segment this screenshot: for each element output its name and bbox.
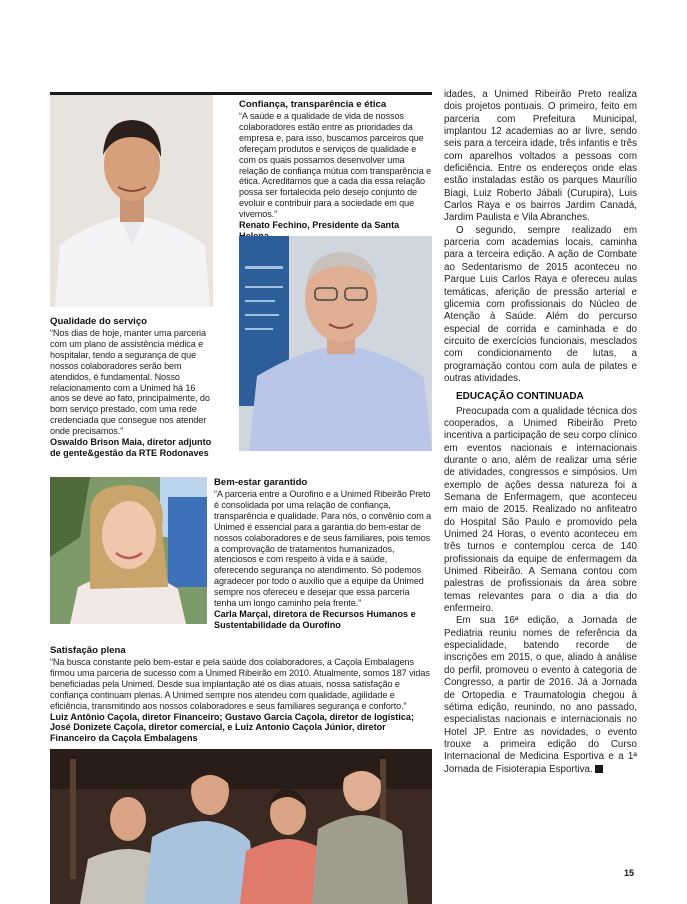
article-quote: “A parceria entre a Ourofino e a Unimed Ribeirão Preto é consolidada por uma relação de confiança, transparência e qualidade. Para nós, o convênio com a Unimed é essencial para a garantia do bem-estar de nossos colaboradores e de seus familiares, pois temos a comprovação de tratamentos humanizados, atenciosos e com respeito à vida e à saúde, oferecendo segurança no atendimento. Só podemos agradecer por todo o auxílio que a equipe da Unimed sempre nos ofereceu e desejar que essa parceria tenha um longo caminho pela frente.” [214, 489, 432, 609]
body-paragraph [444, 615, 637, 775]
article-signature: Renato Fechino, Presidente da Santa [239, 220, 400, 231]
section-title: EDUCAÇÃO CONTINUADA [456, 391, 584, 403]
body-paragraph: Preocupada com a qualidade técnica dos cooperados, a Unimed Ribeirão Preto incentiva a participação de seu corpo clínico em eventos nacionais e internacionais durante o ano, além de realizar uma série de atividades, congressos e simpósios. Um exemplo de ações dessa natureza foi a Semana de Enfermagem, que aconteceu em maio de 2015. Realizado no anfiteatro do Hospital São Paulo e promovido pela Unimed 24 Horas, o evento aconteceu em três turnos e contemplou cerca de 140 profissionais da equipe de enfermagem da Unimed Ribeirão. A Semana contou com palestras de profissionais da área sobre temas relevantes para o dia a dia do enfermeiro. [444, 405, 637, 615]
article-confianca [239, 99, 432, 242]
portrait-photo-oswaldo [50, 95, 213, 307]
article-satisfacao [50, 645, 432, 744]
portrait-photo-renato [239, 236, 432, 451]
article-heading: Confiança, transparência e ética [239, 99, 387, 110]
article-heading: Satisfação plena [50, 645, 126, 656]
article-qualidade [50, 316, 216, 459]
page-number: 15 [624, 868, 635, 878]
right-column-text [444, 89, 637, 776]
body-paragraph-text: Em sua 16ª edição, a Jornada de Pediatria reuniu nomes de referência da especialidade, batendo recorde de inscrições em 2015, o que, aliado à análise do perfil, promoveu o evento à categoria de Congresso, a partir de 2016. Já a Jornada de Ortopedia e Traumatologia chegou à sétima edição, reunindo, no ano passado, especialistas nacionais e internacionais no Hotel JP. Entre as novidades, o evento trouxe a primeira edição do Curso Internacional de Medicina Esportiva e a 1ª Jornada de Fisioterapia Esportiva. [444, 615, 637, 775]
article-signature: Oswaldo Brison Maia, diretor adjunto de gente&gestão da RTE Rodonaves [50, 437, 212, 458]
end-mark-icon [595, 765, 603, 773]
article-quote: “Na busca constante pelo bem-estar e pela saúde dos colaboradores, a Caçola Embalagens firmou uma parceria de sucesso com a Unimed Ribeirão em 2010. Atualmente, somos 187 vidas beneficiadas pela Unimed. Desde sua implantação até os dias atuais, nossa satisfação e confiança continuam plenas. A Unimed sempre nos atendeu com qualidade, agilidade e eficiência, transmitindo aos nossos colaboradores e seus familiares segurança e conforto.” [50, 657, 430, 711]
article-signature: Luiz Antônio Caçola, diretor Financeiro; Gustavo Garcia Caçola, diretor de logística; José Donizete Caçola, diretor comercial, e Luiz Antonio Caçola Júnior, diretor Financeiro da Caçola Embalagens [50, 711, 414, 744]
article-heading: Qualidade do serviço [50, 316, 148, 327]
article-bem-estar [214, 477, 432, 631]
body-paragraph: O segundo, sempre realizado em parceria com academias locais, caminha para a terceira edição. A ação de Combate ao Sedentarismo de 2015 aconteceu no Parque Luis Carlos Raya e ofereceu aulas temáticas, aferição de pressão arterial e glicemia com profissionais do Núcleo de Atenção à Saúde. Além do percurso especial de corrida e caminhada e do circuito de exercícios funcionais, mesclados com condicionamento de lutas, a programação contou com aula de pilates e outras atividades. [444, 224, 637, 384]
group-photo-cacola [50, 749, 432, 904]
portrait-photo-carla [50, 477, 207, 624]
body-paragraph: idades, a Unimed Ribeirão Preto realiza dois projetos pontuais. O primeiro, feito em parceria com Prefeitura Municipal, implantou 12 academias ao ar livre, sendo seis para a terceira idade, três infantis e três com aparelhos voltados a pessoas com deficiência. Entre os endereços onde elas estão instaladas estão os parques Maurílio Biagi, Luiz Roberto Jábali (Curupira), Luis Carlos Raya e os bairros Jardim Canadá, Jardim Paulista e Vila Abranches. [444, 89, 637, 224]
article-heading: Bem-estar garantido [214, 477, 308, 488]
article-quote: “Nos dias de hoje, manter uma parceria com um plano de assistência médica e hospitalar, tendo a segurança de que nossos colaboradores serão bem atendidos, é fundamental. Nosso relacionamento com a Unimed há 16 anos se deve ao fato, principalmente, do bom serviço prestado, com uma rede credenciada que consegue nos atender onde precisamos.” [50, 328, 210, 437]
article-signature: Carla Marçal, diretora de Recursos Humanos e Sustentabilidade da Ourofino [214, 608, 416, 630]
article-quote: “A saúde e a qualidade de vida de nossos colaboradores estão entre as prioridades da empresa e, para isso, buscamos parceiros que ofereçam produtos e serviços de qualidade e com os quais possamos desenvolver uma relação de confiança mútua com transparência e ética. Acreditamos que a cada dia essa relação possa ser fortalecida pelo desejo conjunto de evoluir e contribuir para a sociedade em que vivemos.” [239, 111, 432, 220]
